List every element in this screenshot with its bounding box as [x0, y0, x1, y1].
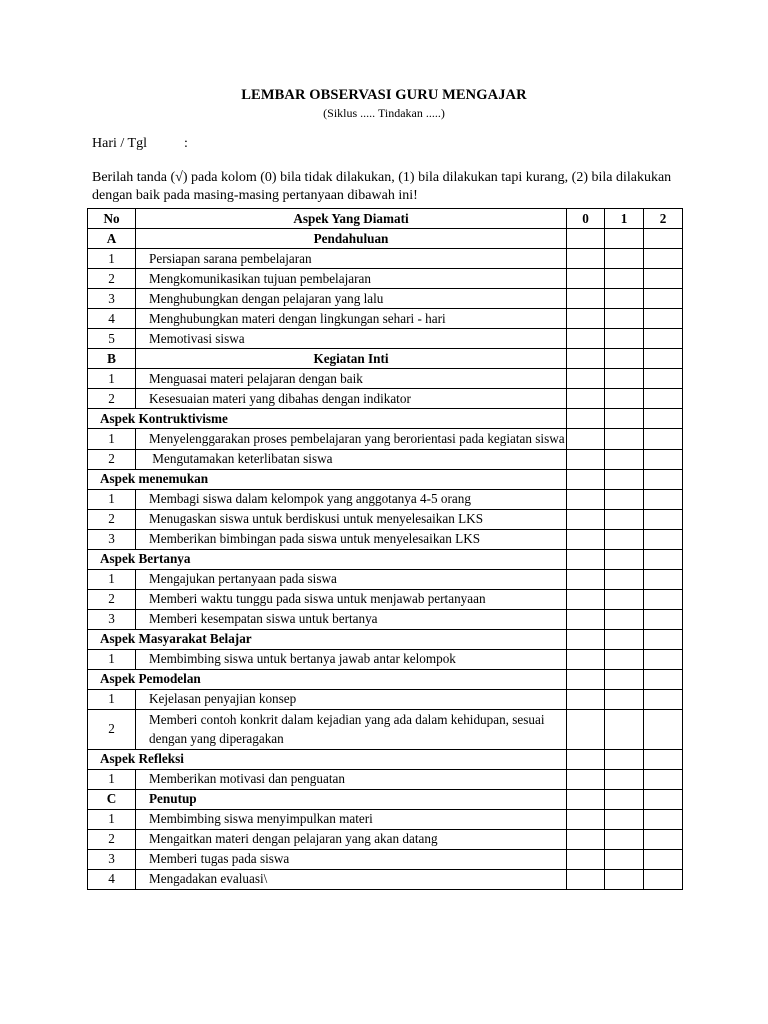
score-cell-1[interactable] [605, 749, 644, 769]
observation-table [87, 208, 683, 890]
score-cell-2[interactable] [644, 529, 683, 549]
score-cell-1[interactable] [605, 789, 644, 809]
score-cell-0[interactable] [567, 749, 605, 769]
score-cell-1[interactable] [605, 369, 644, 389]
table-row [88, 849, 683, 869]
score-cell-1[interactable] [605, 689, 644, 709]
aspect-label: Mengutamakan keterlibatan siswa [136, 449, 567, 469]
score-cell-0[interactable] [567, 649, 605, 669]
score-cell-0[interactable] [567, 709, 605, 749]
group-row [88, 629, 683, 649]
score-cell-2[interactable] [644, 309, 683, 329]
col-header-score-0: 0 [567, 209, 605, 229]
document-subtitle: (Siklus ..... Tindakan .....) [323, 106, 445, 120]
row-number: 1 [88, 569, 136, 589]
row-number: 4 [88, 309, 136, 329]
score-cell-1[interactable] [605, 709, 644, 749]
section-title: Kegiatan Inti [136, 349, 567, 369]
score-cell-1[interactable] [605, 569, 644, 589]
row-number: 5 [88, 329, 136, 349]
score-cell-1[interactable] [605, 529, 644, 549]
score-cell-1[interactable] [605, 489, 644, 509]
aspect-label: Memotivasi siswa [136, 329, 567, 349]
score-cell-1[interactable] [605, 649, 644, 669]
score-cell-0[interactable] [567, 569, 605, 589]
score-cell-1[interactable] [605, 269, 644, 289]
score-cell-2[interactable] [644, 409, 683, 429]
table-row [88, 649, 683, 669]
score-cell-2[interactable] [644, 849, 683, 869]
section-row [88, 789, 683, 809]
score-cell-0[interactable] [567, 609, 605, 629]
col-header-score-2: 2 [644, 209, 683, 229]
aspect-label: Mengkomunikasikan tujuan pembelajaran [136, 269, 567, 289]
score-cell-1[interactable] [605, 329, 644, 349]
score-cell-0[interactable] [567, 829, 605, 849]
aspect-label: Kejelasan penyajian konsep [136, 689, 567, 709]
score-cell-2[interactable] [644, 789, 683, 809]
table-row [88, 709, 683, 749]
score-cell-0[interactable] [567, 489, 605, 509]
group-label: Aspek Pemodelan [88, 669, 567, 689]
row-number: 3 [88, 609, 136, 629]
score-cell-2[interactable] [644, 549, 683, 569]
score-cell-1[interactable] [605, 509, 644, 529]
aspect-label: Memberikan motivasi dan penguatan [136, 769, 567, 789]
aspect-label: Memberi waktu tunggu pada siswa untuk menjawab pertanyaan [136, 589, 567, 609]
row-number: 2 [88, 509, 136, 529]
aspect-label: Menyelenggarakan proses pembelajaran yang berorientasi pada kegiatan siswa [136, 429, 567, 450]
row-number: 1 [88, 649, 136, 669]
score-cell-0[interactable] [567, 549, 605, 569]
score-cell-0[interactable] [567, 769, 605, 789]
aspect-label: Membimbing siswa menyimpulkan materi [136, 809, 567, 829]
score-cell-0[interactable] [567, 349, 605, 369]
section-row [88, 349, 683, 369]
date-label: Hari / Tgl [92, 136, 147, 151]
section-title: Pendahuluan [136, 229, 567, 249]
score-cell-1[interactable] [605, 469, 644, 489]
row-number: 2 [88, 589, 136, 609]
table-row [88, 689, 683, 709]
row-number: 1 [88, 769, 136, 789]
aspect-label: Menugaskan siswa untuk berdiskusi untuk menyelesaikan LKS [136, 509, 567, 529]
score-cell-1[interactable] [605, 349, 644, 369]
score-cell-1[interactable] [605, 589, 644, 609]
score-cell-2[interactable] [644, 629, 683, 649]
section-letter: C [88, 789, 136, 809]
row-number: 2 [88, 389, 136, 409]
section-row [88, 229, 683, 249]
group-row [88, 549, 683, 569]
score-cell-2[interactable] [644, 249, 683, 269]
score-cell-0[interactable] [567, 269, 605, 289]
group-row [88, 669, 683, 689]
score-cell-2[interactable] [644, 769, 683, 789]
table-row [88, 569, 683, 589]
row-number: 1 [88, 249, 136, 269]
score-cell-1[interactable] [605, 249, 644, 269]
table-row [88, 369, 683, 389]
score-cell-0[interactable] [567, 249, 605, 269]
score-cell-0[interactable] [567, 849, 605, 869]
score-cell-2[interactable] [644, 809, 683, 829]
table-row [88, 829, 683, 849]
score-cell-2[interactable] [644, 829, 683, 849]
score-cell-0[interactable] [567, 509, 605, 529]
instruction-text: Berilah tanda (√) pada kolom (0) bila tidak dilakukan, (1) bila dilakukan tapi kurang, (2) bila dilakukan dengan baik pada masing-masing pertanyaan dibawah ini! [92, 170, 672, 203]
score-cell-2[interactable] [644, 509, 683, 529]
score-cell-0[interactable] [567, 409, 605, 429]
date-colon: : [184, 136, 188, 151]
table-row [88, 289, 683, 309]
score-cell-1[interactable] [605, 309, 644, 329]
aspect-label: Menghubungkan materi dengan lingkungan sehari - hari [136, 309, 567, 329]
score-cell-0[interactable] [567, 529, 605, 549]
col-header-score-1: 1 [605, 209, 644, 229]
table-header-row [88, 209, 683, 229]
score-cell-0[interactable] [567, 329, 605, 349]
score-cell-1[interactable] [605, 449, 644, 469]
row-number: 2 [88, 829, 136, 849]
aspect-label: Mengadakan evaluasi\ [136, 869, 567, 889]
score-cell-2[interactable] [644, 289, 683, 309]
aspect-label: Mengaitkan materi dengan pelajaran yang akan datang [136, 829, 567, 849]
section-letter: B [88, 349, 136, 369]
section-letter: A [88, 229, 136, 249]
score-cell-1[interactable] [605, 389, 644, 409]
group-row [88, 409, 683, 429]
row-number: 1 [88, 809, 136, 829]
aspect-label: Menguasai materi pelajaran dengan baik [136, 369, 567, 389]
group-label: Aspek Masyarakat Belajar [88, 629, 567, 649]
row-number: 3 [88, 289, 136, 309]
score-cell-2[interactable] [644, 609, 683, 629]
score-cell-2[interactable] [644, 269, 683, 289]
score-cell-0[interactable] [567, 289, 605, 309]
score-cell-0[interactable] [567, 589, 605, 609]
score-cell-2[interactable] [644, 469, 683, 489]
table-row [88, 249, 683, 269]
table-row [88, 489, 683, 509]
score-cell-2[interactable] [644, 389, 683, 409]
aspect-label: Membimbing siswa untuk bertanya jawab antar kelompok [136, 649, 567, 669]
score-cell-1[interactable] [605, 289, 644, 309]
score-cell-1[interactable] [605, 409, 644, 429]
score-cell-0[interactable] [567, 809, 605, 829]
score-cell-2[interactable] [644, 229, 683, 249]
score-cell-0[interactable] [567, 689, 605, 709]
score-cell-2[interactable] [644, 649, 683, 669]
document-title: LEMBAR OBSERVASI GURU MENGAJAR [241, 87, 527, 103]
col-header-aspek: Aspek Yang Diamati [136, 209, 567, 229]
row-number: 1 [88, 689, 136, 709]
score-cell-0[interactable] [567, 369, 605, 389]
score-cell-1[interactable] [605, 829, 644, 849]
row-number: 1 [88, 369, 136, 389]
score-cell-1[interactable] [605, 869, 644, 889]
row-number: 1 [88, 429, 136, 450]
score-cell-1[interactable] [605, 769, 644, 789]
score-cell-0[interactable] [567, 669, 605, 689]
group-label: Aspek Bertanya [88, 549, 567, 569]
group-label: Aspek Refleksi [88, 749, 567, 769]
score-cell-0[interactable] [567, 789, 605, 809]
score-cell-2[interactable] [644, 869, 683, 889]
score-cell-2[interactable] [644, 329, 683, 349]
table-row [88, 509, 683, 529]
table-row [88, 609, 683, 629]
table-row [88, 589, 683, 609]
score-cell-1[interactable] [605, 669, 644, 689]
aspect-label: Persiapan sarana pembelajaran [136, 249, 567, 269]
score-cell-2[interactable] [644, 689, 683, 709]
score-cell-0[interactable] [567, 869, 605, 889]
table-row [88, 269, 683, 289]
section-title: Penutup [136, 789, 567, 809]
table-row [88, 309, 683, 329]
row-number: 3 [88, 529, 136, 549]
score-cell-2[interactable] [644, 449, 683, 469]
aspect-label: Memberi kesempatan siswa untuk bertanya [136, 609, 567, 629]
group-row [88, 749, 683, 769]
table-row [88, 769, 683, 789]
score-cell-1[interactable] [605, 429, 644, 450]
group-row [88, 469, 683, 489]
aspect-label: Memberi tugas pada siswa [136, 849, 567, 869]
score-cell-0[interactable] [567, 229, 605, 249]
table-row [88, 329, 683, 349]
table-row [88, 809, 683, 829]
score-cell-1[interactable] [605, 809, 644, 829]
aspect-label: Memberi contoh konkrit dalam kejadian yang ada dalam kehidupan, sesuai dengan yang diperagakan [136, 709, 567, 749]
table-row [88, 429, 683, 450]
row-number: 4 [88, 869, 136, 889]
score-cell-1[interactable] [605, 849, 644, 869]
aspect-label: Mengajukan pertanyaan pada siswa [136, 569, 567, 589]
col-header-no: No [88, 209, 136, 229]
score-cell-1[interactable] [605, 549, 644, 569]
score-cell-2[interactable] [644, 749, 683, 769]
table-row [88, 869, 683, 889]
row-number: 2 [88, 269, 136, 289]
aspect-label: Kesesuaian materi yang dibahas dengan indikator [136, 389, 567, 409]
score-cell-2[interactable] [644, 429, 683, 450]
row-number: 3 [88, 849, 136, 869]
table-row [88, 449, 683, 469]
date-field [92, 136, 188, 152]
table-row [88, 529, 683, 549]
score-cell-0[interactable] [567, 389, 605, 409]
score-cell-2[interactable] [644, 489, 683, 509]
score-cell-1[interactable] [605, 629, 644, 649]
score-cell-0[interactable] [567, 449, 605, 469]
table-body [88, 229, 683, 890]
row-number: 2 [88, 449, 136, 469]
group-label: Aspek menemukan [88, 469, 567, 489]
row-number: 1 [88, 489, 136, 509]
row-number: 2 [88, 709, 136, 749]
score-cell-2[interactable] [644, 669, 683, 689]
score-cell-2[interactable] [644, 709, 683, 749]
aspect-label: Memberikan bimbingan pada siswa untuk menyelesaikan LKS [136, 529, 567, 549]
score-cell-2[interactable] [644, 369, 683, 389]
aspect-label: Membagi siswa dalam kelompok yang anggotanya 4-5 orang [136, 489, 567, 509]
group-label: Aspek Kontruktivisme [88, 409, 567, 429]
aspect-label: Menghubungkan dengan pelajaran yang lalu [136, 289, 567, 309]
score-cell-0[interactable] [567, 629, 605, 649]
score-cell-2[interactable] [644, 569, 683, 589]
score-cell-2[interactable] [644, 349, 683, 369]
score-cell-2[interactable] [644, 589, 683, 609]
table-row [88, 389, 683, 409]
score-cell-0[interactable] [567, 469, 605, 489]
score-cell-1[interactable] [605, 229, 644, 249]
score-cell-1[interactable] [605, 609, 644, 629]
score-cell-0[interactable] [567, 309, 605, 329]
score-cell-0[interactable] [567, 429, 605, 450]
